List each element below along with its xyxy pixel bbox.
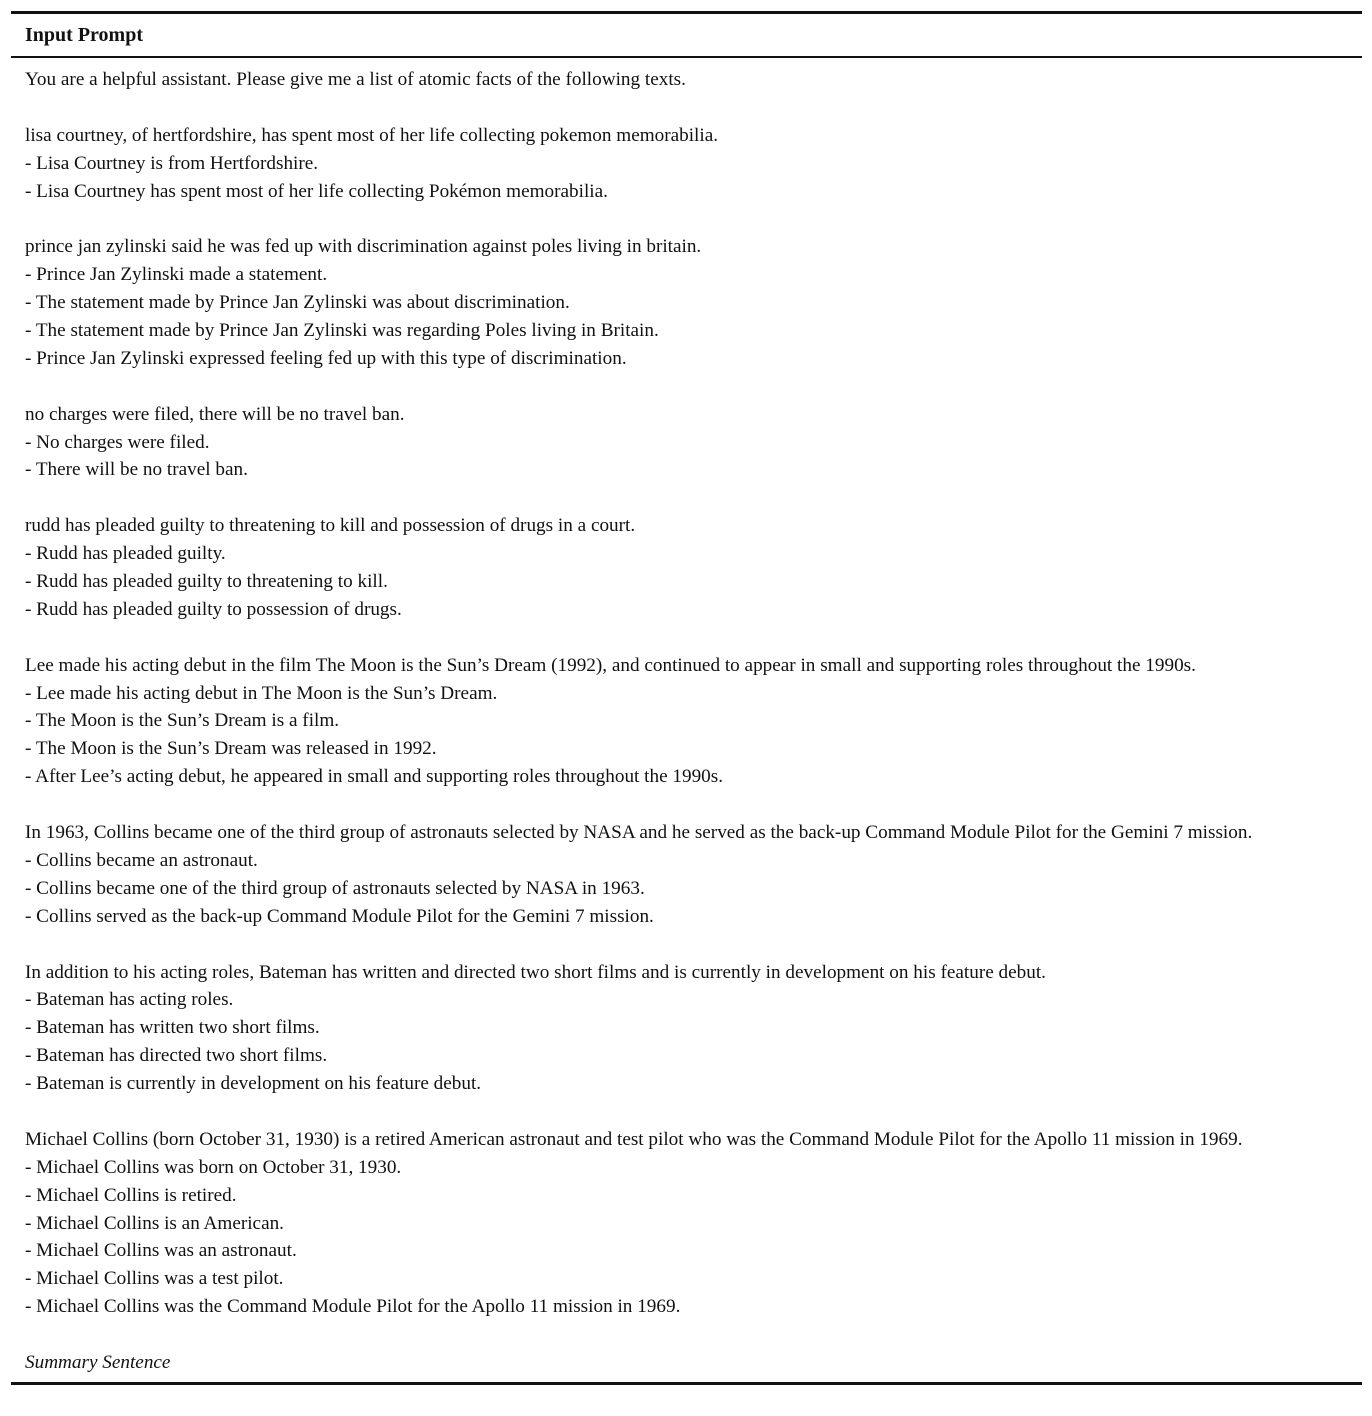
- atomic-fact: - Rudd has pleaded guilty.: [25, 543, 226, 565]
- example-sentence: In addition to his acting roles, Bateman has written and directed two short films and is currently in development on his feature debut.: [25, 961, 1046, 983]
- example-block: [25, 122, 1345, 206]
- example-block: [25, 512, 1345, 624]
- atomic-fact: - Collins became one of the third group of astronauts selected by NASA in 1963.: [25, 877, 645, 899]
- atomic-fact: - No charges were filed.: [25, 431, 210, 453]
- spacer: [25, 1098, 1345, 1126]
- top-rule: [11, 11, 1362, 14]
- example-sentence: In 1963, Collins became one of the third group of astronauts selected by NASA and he served as the back-up Command Module Pilot for the Gemini 7 mission.: [25, 822, 1253, 844]
- header-rule: [11, 56, 1362, 58]
- example-sentence: Michael Collins (born October 31, 1930) is a retired American astronaut and test pilot who was the Command Module Pilot for the Apollo 11 mission in 1969.: [25, 1128, 1243, 1150]
- atomic-fact: - The statement made by Prince Jan Zylinski was regarding Poles living in Britain.: [25, 320, 659, 342]
- atomic-fact: - Rudd has pleaded guilty to threatening to kill.: [25, 571, 388, 593]
- prompt-body: [25, 66, 1345, 1377]
- spacer: [25, 484, 1345, 512]
- instruction-text: You are a helpful assistant. Please give me a list of atomic facts of the following texts.: [25, 69, 686, 90]
- spacer: [25, 791, 1345, 819]
- atomic-fact: - Lee made his acting debut in The Moon is the Sun’s Dream.: [25, 682, 498, 704]
- atomic-fact: - Michael Collins is an American.: [25, 1212, 284, 1234]
- atomic-fact: - The Moon is the Sun’s Dream was released in 1992.: [25, 738, 437, 760]
- atomic-fact: - Collins became an astronaut.: [25, 849, 258, 871]
- example-sentence: no charges were filed, there will be no travel ban.: [25, 403, 405, 425]
- examples-container: [25, 94, 1345, 1321]
- atomic-fact: - Lisa Courtney has spent most of her life collecting Pokémon memorabilia.: [25, 180, 608, 202]
- example-block: [25, 959, 1345, 1098]
- example-block: [25, 233, 1345, 372]
- atomic-fact: - After Lee’s acting debut, he appeared in small and supporting roles throughout the 1990s.: [25, 766, 724, 788]
- table-header-title: Input Prompt: [25, 24, 143, 46]
- spacer: [25, 205, 1345, 233]
- atomic-fact: - Bateman has directed two short films.: [25, 1045, 328, 1067]
- example-sentence: rudd has pleaded guilty to threatening to kill and possession of drugs in a court.: [25, 515, 636, 537]
- spacer: [25, 931, 1345, 959]
- atomic-fact: - Prince Jan Zylinski made a statement.: [25, 264, 328, 286]
- spacer: [25, 373, 1345, 401]
- atomic-fact: - Michael Collins was a test pilot.: [25, 1268, 284, 1290]
- atomic-fact: - Prince Jan Zylinski expressed feeling fed up with this type of discrimination.: [25, 347, 627, 369]
- example-sentence: prince jan zylinski said he was fed up with discrimination against poles living in britain.: [25, 236, 702, 258]
- atomic-fact: - Michael Collins was the Command Module Pilot for the Apollo 11 mission in 1969.: [25, 1296, 681, 1318]
- atomic-fact: - Collins served as the back-up Command Module Pilot for the Gemini 7 mission.: [25, 905, 654, 927]
- bottom-rule: [11, 1382, 1362, 1385]
- example-sentence: Lee made his acting debut in the film The Moon is the Sun’s Dream (1992), and continued to appear in small and supporting roles throughout the 1990s.: [25, 654, 1196, 676]
- example-block: [25, 652, 1345, 791]
- atomic-fact: - Bateman is currently in development on his feature debut.: [25, 1073, 482, 1095]
- example-block: [25, 819, 1345, 931]
- spacer: [25, 94, 1345, 122]
- atomic-fact: - Michael Collins is retired.: [25, 1184, 237, 1206]
- example-sentence: lisa courtney, of hertfordshire, has spent most of her life collecting pokemon memorabilia.: [25, 124, 719, 146]
- atomic-fact: - The statement made by Prince Jan Zylinski was about discrimination.: [25, 292, 570, 314]
- spacer: [25, 624, 1345, 652]
- atomic-fact: - There will be no travel ban.: [25, 459, 248, 481]
- example-block: [25, 401, 1345, 485]
- atomic-fact: - Rudd has pleaded guilty to possession of drugs.: [25, 598, 402, 620]
- spacer: [25, 1321, 1345, 1349]
- atomic-fact: - Bateman has written two short films.: [25, 1017, 320, 1039]
- atomic-fact: - The Moon is the Sun’s Dream is a film.: [25, 710, 340, 732]
- atomic-fact: - Michael Collins was an astronaut.: [25, 1240, 297, 1262]
- summary-sentence-placeholder: Summary Sentence: [25, 1351, 171, 1373]
- atomic-fact: - Bateman has acting roles.: [25, 989, 234, 1011]
- atomic-fact: - Michael Collins was born on October 31, 1930.: [25, 1156, 402, 1178]
- atomic-fact: - Lisa Courtney is from Hertfordshire.: [25, 152, 319, 174]
- example-block: [25, 1126, 1345, 1321]
